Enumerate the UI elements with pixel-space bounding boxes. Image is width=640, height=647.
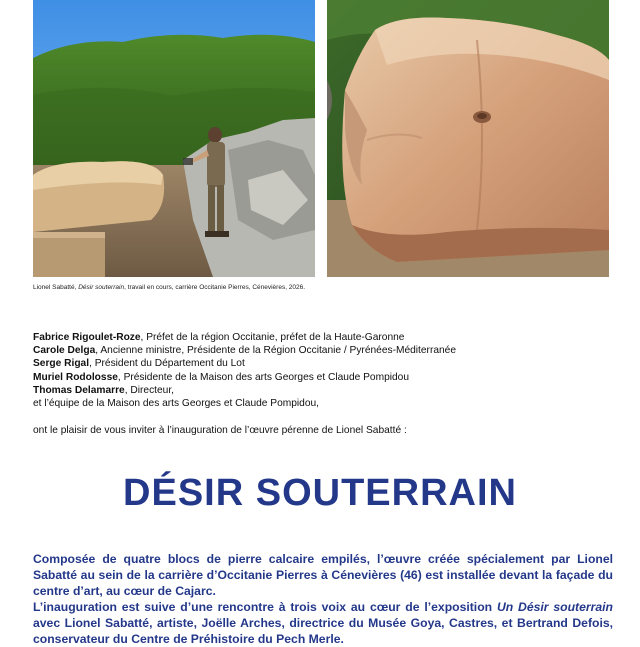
event-description [33,551,613,647]
caption-artwork-title: Désir souterrain [78,284,125,291]
host-line [33,331,613,344]
caption-prefix: Lionel Sabatté, [33,284,79,291]
host-role: , Préfet de la région Occitanie, préfet de la Haute-Garonne [140,332,405,343]
host-role: , Ancienne ministre, Présidente de la Région Occitanie / Pyrénées-Méditerranée [95,345,456,357]
event-title: DÉSIR SOUTERRAIN [123,472,517,514]
caption-suffix: , travail en cours, carrière Occitanie Pierres, Cénevières, 2026. [124,284,306,291]
photo-carved-block [327,0,609,277]
description-p2-start: L’inauguration est suive d’une rencontre à trois voix au cœur de l’exposition [33,600,497,614]
photo-caption [33,284,609,291]
host-name: Fabrice Rigoulet-Roze [33,332,141,343]
hosts-list [33,331,613,410]
photo-sculptor-quarry [33,0,315,277]
host-line [33,384,613,397]
host-name: Muriel Rodolosse [33,371,118,383]
host-role: et l’équipe de la Maison des arts Georges et Claude Pompidou, [33,398,319,410]
host-line [33,357,613,370]
description-paragraph-1: Composée de quatre blocs de pierre calcaire empilés, l’œuvre créée spécialement par Lionel Sabatté au sein de la carrière d’Occitanie Pierres à Cénevières (46) est installée devant la façade du centre d’art, au cœur de Cajarc. [33,552,613,598]
photo-sculptor-image [33,0,315,277]
host-name: Carole Delga [33,345,96,357]
host-role: , Président du Département du Lot [89,358,245,370]
host-line [33,344,613,357]
invitation-line: ont le plaisir de vous inviter à l’inauguration de l’œuvre pérenne de Lionel Sabatté : [33,425,407,436]
photo-carved-block-image [327,0,609,277]
host-name: Serge Rigal [33,358,90,370]
host-line [33,371,613,384]
host-role: , Directeur, [124,384,174,396]
host-name: Thomas Delamarre [33,384,125,396]
description-exhibition-title: Un Désir souterrain [496,600,613,614]
description-p2-end: avec Lionel Sabatté, artiste, Joëlle Arches, directrice du Musée Goya, Castres, et Bertrand Defois, conservateur du Centre de Préhistoire du Pech Merle. [33,616,613,646]
host-line [33,397,613,410]
host-role: , Présidente de la Maison des arts Georges et Claude Pompidou [117,371,409,383]
